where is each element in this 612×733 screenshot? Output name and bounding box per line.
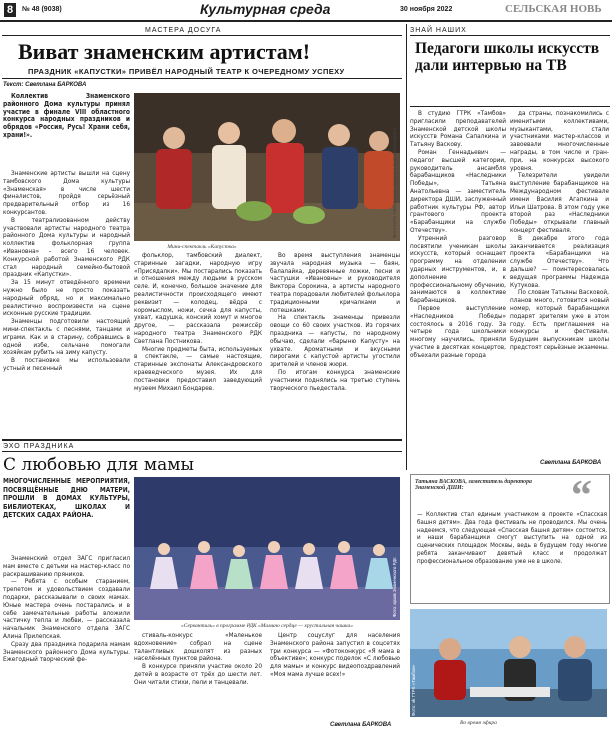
page-header: [0, 0, 612, 22]
a2-quote-text: — Коллектив стал единым участником в проекте «Спасская башня детям». Два года фестиваль не проводился. Мы очень надеемся, что следующая «Спасская башня детям» состоится, и наши барабанщики смогут выступить на одной из сценических площадок Москвы, ведь в будущем году многие ребята заканчивают девятый класс и продолжат профессиональное образование уже не в школе.: [417, 511, 607, 565]
a2-photo-caption: Во время эфира: [460, 720, 497, 726]
a3-photo: [134, 477, 400, 620]
a1-intro: Коллектив Знаменского районного Дома культуры принял участие в финале VIII областного конкурса народных праздников и обрядов «Россия, Русь! Храни себя, храни!».: [3, 93, 130, 139]
a1-photo-credit: Фото взято Тамбовского народного творческого центра: [392, 127, 397, 238]
a1-column-3: Во время выступления знаменцы звучала народная музыка — баян, балалайка, деревянные ложки, песни и частушки «Ивановны» и руководителя Виктора Сорокина, а артисты народного театра порадовали любителей фольклора традиционными кричалками и потешками. На спектакль знаменцы привезли овощи со 60 своих участков. Из горячих праздника — капусты, по народному обычаю, сделали «барыню Капусту» на ухвате. Ароматными и вкусными пирогами с капустой артисты угостили зрителей и членов жюри. По итогам конкурса знаменские участники поднялись на третью ступень творческого пьедестала.: [270, 252, 400, 392]
quote-mark-icon: “: [571, 473, 592, 519]
issue-date: 30 ноября 2022: [400, 6, 453, 13]
a3-byline: Светлана БАРКОВА: [330, 722, 392, 728]
a3-rubric: ЭХО ПРАЗДНИКА: [3, 443, 75, 450]
a1-rubric: МАСТЕРА ДОСУГА: [145, 27, 222, 34]
a1-title: Виват знаменским артистам!: [18, 39, 311, 64]
page-number: 8: [4, 3, 16, 17]
issue-number: № 48 (9038): [22, 6, 62, 13]
a1-lead: ПРАЗДНИК «КАПУСТКИ» ПРИВЁЛ НАРОДНЫЙ ТЕАТР К ОЧЕРЕДНОМУ УСПЕХУ: [28, 67, 345, 76]
a1-byline: Текст: Светлана БАРКОВА: [3, 82, 87, 88]
a1-photo-caption: Мини-спектакль «Капустка»: [167, 244, 237, 250]
a1-column-1: Знаменские артисты вышли на сцену тамбовского Дома культуры «Знаменская» в числе шести финалистов, пройдя серьёзный предварительный отбор из 16 конкурсантов. В театрализованном действу участвовали артисты народного театра районного Дома культуры и народный коллектив фольклорная группа «Ивановна» – всего 16 человек. Конкурсной работой Знаменского РДК стал народный семейно-бытовой праздник «Капустки». За 15 минут отведённого времени нужно было не просто показать народный обряд, но и максимально реалистично воспроизвести на сцене исконные русские традиции. Знаменцы подготовили настоящий мини-спектакль с песнями, танцами и играми. Как и в старину, собравшись в одной избе, сельчане помогали хозяйкам рубить на зиму капусту. В постановке мы использовали устный и песенный: [3, 170, 130, 372]
a2-photo: [410, 609, 607, 717]
a2-rubric: ЗНАЙ НАШИХ: [410, 27, 467, 34]
section-title: Культурная среда: [200, 1, 331, 17]
newspaper-brand: СЕЛЬСКАЯ НОВЬ: [505, 3, 602, 15]
a3-photo-caption: «Сервантиль» в программе РДК «Мамино сердце — хрустальная чашка»: [181, 623, 353, 629]
a2-column-2: да страны, познакомились с именитыми коллективами, музыкантами, стали участниками мастер-классов и завоевали многочисленные награды, в том числе и гран-при, на конкурсах высокого уровня. Телезрители увидели выступление барабанщиков на Международном фестивале имени Василия Агапкина и Ильи Шатрова. В этом году уже второй раз «Наследники Победы» открывали главный концерт фестиваля. В декабре этого года заканчивается реализация проекта «Барабанщики на службе Отечеству». Что дальше? — поинтересовалась ведущая программы Надежда Кутукова. По словам Татьяны Васковой, планов много, готовится новый номер, который барабанщики подарят зрителям уже в этом году. Есть приглашения на конкурсы и фестивали. Будущим выпускникам школы предстоят серьёзные экзамены.: [510, 110, 609, 351]
a3-column-3: Центр соцуслуг для населения Знаменского района запустил в соцсетях три конкурса — «Фотоконкурс «Я мама в объективе»; конкурс поделок «С любовью для мамы» и конкурс видеопоздравлений «Моя мама лучше всех!»: [270, 632, 400, 678]
a3-column-1: Знаменский отдел ЗАГС пригласил мам вместе с детьми на мастер-класс по раскрашиванию пряников. — Ребята с особым старанием, трепетом и удовольствием создавали подарки, рассказывали о своих мамах. Юные мастера очень постарались и в себе замечательные работы вложили частичку тепла и любви, — рассказала начальник Знаменского отдела ЗАГС Алина Прилепская. Сразу два праздника подарила мамам Знаменского районного Дома культуры. Ежегодный творческий фе-: [3, 555, 130, 664]
a2-title: Педагоги школы искусств дали интервью на ТВ: [415, 40, 600, 74]
a1-rule: [2, 35, 402, 36]
a3-lead: МНОГОЧИСЛЕННЫЕ МЕРОПРИЯТИЯ, ПОСВЯЩЁННЫЕ ДНЮ МАТЕРИ, ПРОШЛИ В ДОМАХ КУЛЬТУРЫ, БИБЛИОТЕКАХ, ШКОЛАХ И ДЕТСКИХ САДАХ РАЙОНА.: [3, 477, 130, 520]
a2-quote-box: [410, 474, 610, 604]
a2-photo-credit: Фото: vk ГТРК «Тамбов»: [411, 664, 416, 716]
a1-photo: [134, 93, 400, 241]
a3-title: С любовью для мамы: [3, 455, 195, 475]
a2-quote-author: Татьяна ВАСКОВА, заместитель директора Знаменской ДШИ:: [415, 479, 532, 491]
a3-photo-credit: Фото: архив Знаменского РДК: [392, 557, 397, 617]
a3-column-2: стиваль-конкурс «Маленькое вдохновение» собрал на сцене талантливых дошколят из разных населённых пунктов района. В конкурсе приняли участие около 20 детей в возрасте от трёх до шести лет. Они читали стихи, пели и танцевали.: [134, 632, 262, 686]
a1-column-2: фольклор, тамбовский диалект, старинные загадки, народную игру «Присядалки». Мы постарались показать и отношения между людьми в русском селе. И, конечно, большое значение для реалистичности происходящего имеют реквизит — колодец, вёдра с коромыслом, ножи, сечка для капусты, ухват, кадушка, конский хомут и многое другое, — рассказала режиссёр народного театра Знаменского РДК Светлана Постникова. Многие предметы быта, используемых в спектакле, — самые настоящие, старинные экспонаты Александровского краеведческого музея. Их для постановки предоставил заведующий музеем Михаил Бондарев.: [134, 252, 262, 392]
a2-byline: Светлана БАРКОВА: [540, 460, 602, 466]
a2-column-1: В студию ГТРК «Тамбов» пригласили преподавателей Знаменской детской школы искусств Романа Сапалкина и Татьяну Васкову. Роман Геннадьевич — педагог высшей категории, руководитель ансамбля барабанщиков «Наследники Победы», Татьяна Анатольевна — заместитель директора ДШИ, заслуженный работник культуры РФ, автор грантового проекта «Барабанщики на службе Отечеству». Утренний разговор посвятили ученикам школы искусств, который оснащает программу на отделении ударных инструментов, и, в дополнение к профессиональному обучению, занимаются в коллективе барабанщиков. Первое выступление «Наследников Победы» состоялось в 2016 году. За четыре года школьники многому научились, приняли участие в десятках концертов, объехали разные города: [410, 110, 506, 359]
